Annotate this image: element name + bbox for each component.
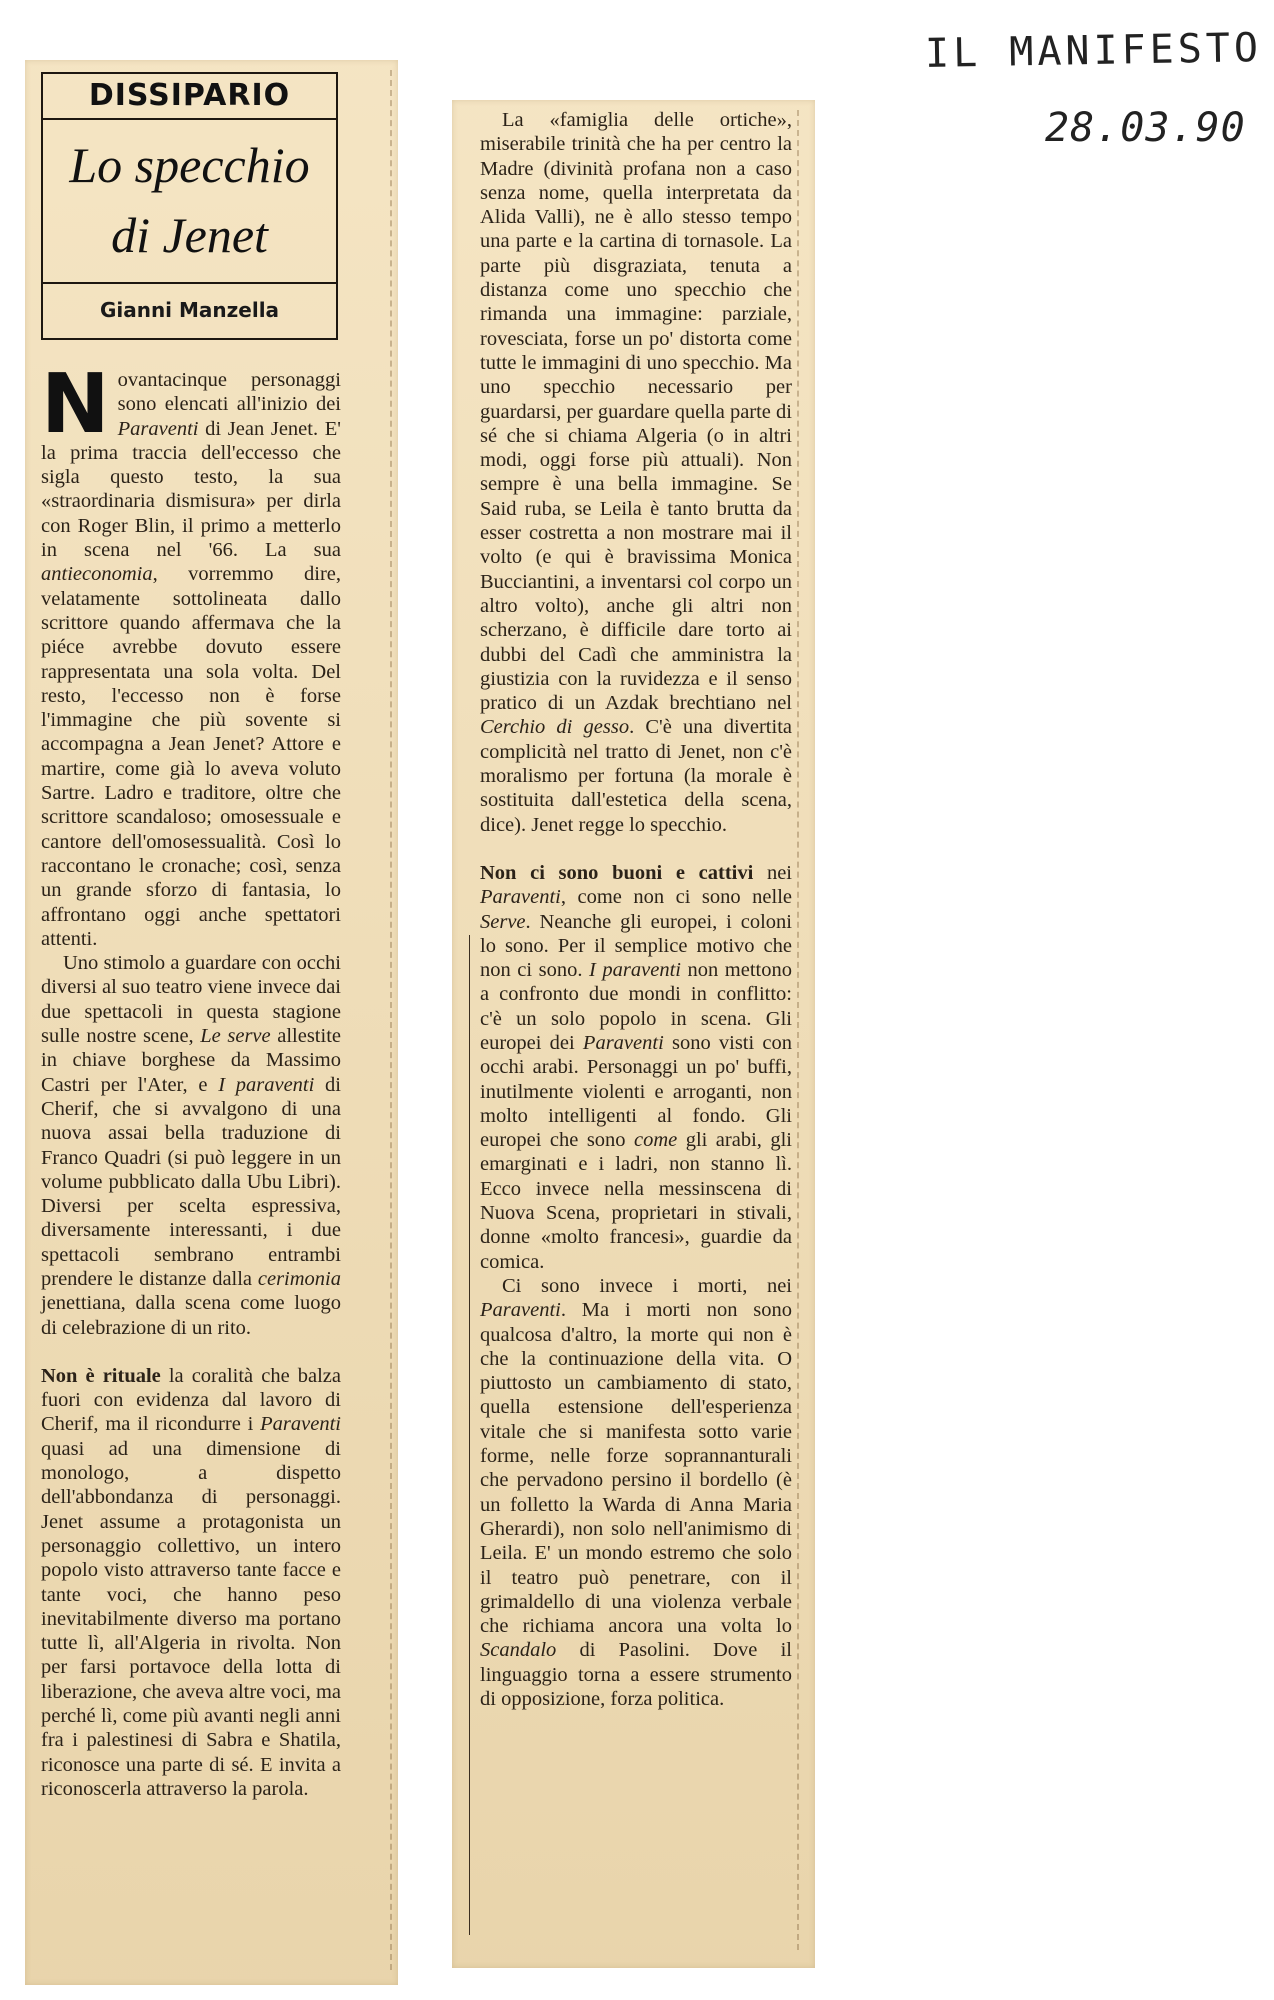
paragraph: Ci sono invece i morti, nei Paraventi. Ma i morti non sono qualcosa d'altro, la morte qui non è che la continuazione della vita. O piuttosto un cambiamento di stato, quella estensione dell'esperienza vitale che si manifesta sotto varie forme, nelle forze soprannanturali che pervadono persino il bordello (è un folletto la Warda di Anna Maria Gherardi), non solo nell'animismo di Leila. E' un mondo estremo che solo il teatro può penetrare, con il grimaldello di una violenza verbale che richiama ancora una volta lo Scandalo di Pasolini. Dove il linguaggio torna a essere strumento di opposizione, forza politica. — [480, 1274, 792, 1710]
lead-in: Non è rituale — [41, 1364, 161, 1387]
title-line-1: Lo specchio — [69, 137, 310, 193]
article-column-right — [480, 108, 792, 1711]
cut-line — [390, 70, 392, 1970]
article-column-left — [41, 357, 341, 1801]
author-byline: Gianni Manzella — [99, 298, 280, 322]
cut-line — [797, 110, 799, 1950]
handwritten-publication: IL MANIFESTO — [924, 25, 1263, 77]
paragraph: Novantacinque personaggi sono elencati all'inizio dei Paraventi di Jean Jenet. E' la prima traccia dell'eccesso che sigla questo testo, la sua «straordinaria dismisura» per dirla con Roger Blin, il primo a metterlo in scena nel '66. La sua antieconomia, vorremmo dire, velatamente sottolineata dallo scrittore quando affermava che la piéce avrebbe dovuto essere rappresentata una sola volta. Del resto, l'eccesso non è forse l'immagine che più sovente si accompagna a Jean Jenet? Attore e martire, come già lo aveva voluto Sartre. Ladro e traditore, oltre che scrittore scandaloso; omosessuale e cantore dell'omosessualità. Così lo raccontano le cronache; così, senza un grande sforzo di fantasia, lo affrontano oggi anche spettatori attenti. — [41, 357, 341, 950]
drop-cap: N — [41, 357, 110, 452]
clipping-left-strip — [25, 60, 398, 1985]
handwritten-date: 28.03.90 — [1045, 105, 1246, 151]
paragraph: La «famiglia delle ortiche», miserabile trinità che ha per centro la Madre (divinità profana non a caso senza nome, quella interpretata da Alida Valli), ne è allo stesso tempo una parte e la cartina di tornasole. La parte più disgraziata, tenuta a distanza come uno specchio che rimanda una immagine: parziale, rovesciata, forse un po' distorta come tutte le immagini di uno specchio. Ma uno specchio necessario per guardarsi, per guardare quella parte di sé che si chiama Algeria (o in altri modi, oggi forse più attuali). Non sempre è una bella immagine. Se Said ruba, se Leila è tanto brutta da esser costretta a non mostrare mai il volto (e qui è bravissima Monica Bucciantini, a inventarsi col corpo un altro volto), anche gli altri non scherzano, è difficile dare torto ai dubbi del Cadì che amministra la giustizia con la ruvidezza e il senso pratico di un Azdak brechtiano nel Cerchio di gesso. C'è una divertita complicità nel tratto di Jenet, non c'è moralismo per fortuna (la morale è sostituita dall'estetica della scena, dice). Jenet regge lo specchio. — [480, 109, 792, 836]
clipping-right-strip — [452, 100, 815, 1968]
headline-box — [41, 72, 338, 340]
lead-in: Non ci sono buoni e cattivi — [480, 861, 754, 884]
column-rule — [469, 935, 470, 1935]
paragraph: Non ci sono buoni e cattivi nei Paraventi, come non ci sono nelle Serve. Neanche gli europei, i coloni lo sono. Per il semplice motivo che non ci sono. I paraventi non mettono a confronto due mondi in conflitto: c'è un solo popolo in scena. Gli europei dei Paraventi sono visti con occhi arabi. Personaggi un po' buffi, inutilmente violenti e arroganti, non molto intelligenti al fondo. Gli europei che sono come gli arabi, gli emarginati e i ladri, non stanno lì. Ecco invece nella messinscena di Nuova Scena, proprietari in stivali, donne «molto francesi», guardie da comica. — [480, 861, 792, 1273]
paragraph: Non è rituale la coralità che balza fuori con evidenza dal lavoro di Cherif, ma il ricondurre i Paraventi quasi ad una dimensione di monologo, a dispetto dell'abbondanza di personaggi. Jenet assume a protagonista un personaggio collettivo, un intero popolo visto attraverso tante facce e tante voci, che hanno peso inevitabilmente diverso ma portano tutte lì, all'Algeria in rivolta. Non per farsi portavoce della lotta di liberazione, che aveva altre voci, ma perché lì, come più avanti negli anni fra i palestinesi di Sabra e Shatila, riconosce una parte di sé. E invita a riconoscerla attraverso la parola. — [41, 1364, 341, 1800]
paragraph: Uno stimolo a guardare con occhi diversi al suo teatro viene invece dai due spettacoli in questa stagione sulle nostre scene, Le serve allestite in chiave borghese da Massimo Castri per l'Ater, e I paraventi di Cherif, che si avvalgono di una nuova assai bella traduzione di Franco Quadri (si può leggere in un volume pubblicato dalla Ubu Libri). Diversi per scelta espressiva, diversamente interessanti, i due spettacoli sembrano entrambi prendere le distanze dalla cerimonia jenettiana, dalla scena come luogo di celebrazione di un rito. — [41, 952, 341, 1339]
article-title — [43, 120, 336, 284]
section-kicker: DISSIPARIO — [43, 74, 336, 120]
title-line-2: di Jenet — [111, 207, 268, 263]
